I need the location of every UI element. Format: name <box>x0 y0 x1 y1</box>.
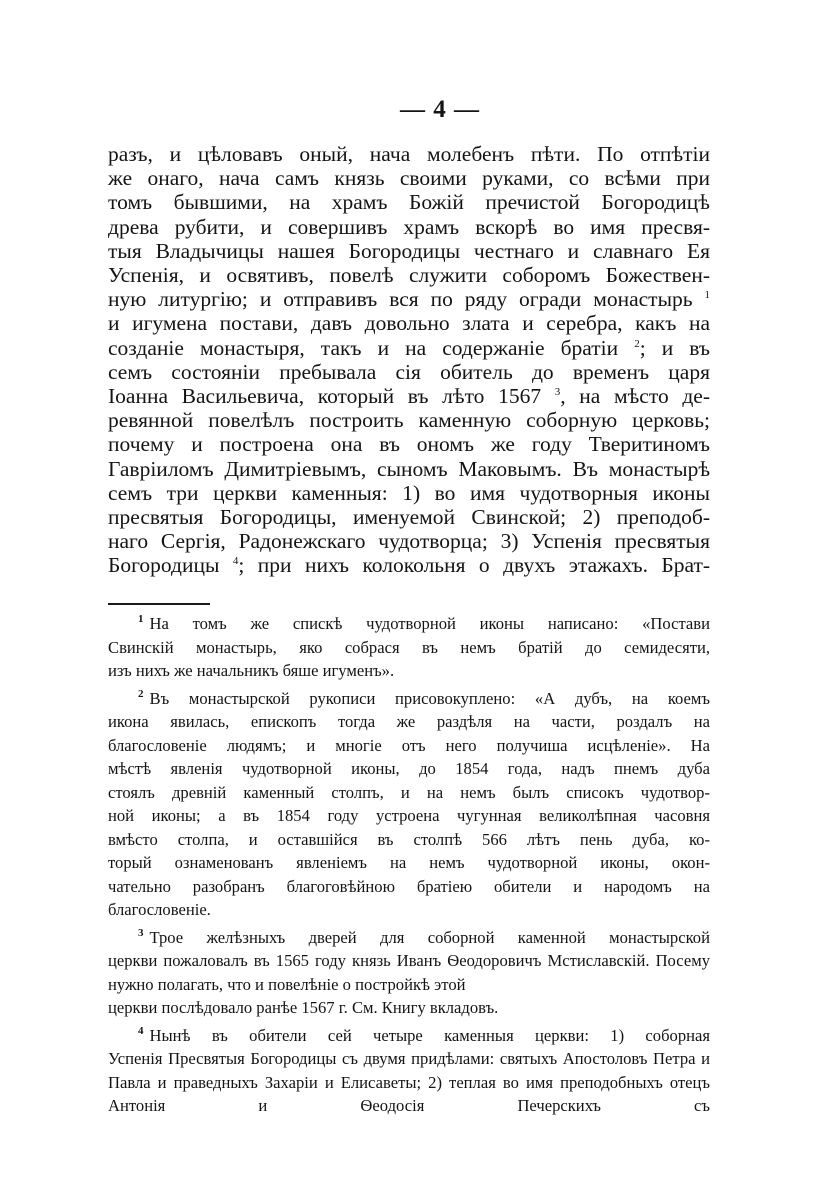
text-line: пресвятыя Богородицы, именуемой Свинской; 2) преподоб- <box>108 505 710 530</box>
text-segment: ную литургію; и отправивъ вся по ряду огради монастырь <box>108 287 693 312</box>
text-line: же онаго, нача самъ князь своими руками, со всѣми при <box>108 166 710 191</box>
text-line: Гавріиломъ Димитріевымъ, сыномъ Маковымъ. Въ монастырѣ <box>108 456 710 481</box>
text-segment: , на мѣсто де- <box>560 384 710 409</box>
footnote-marker: 4 <box>138 1024 144 1037</box>
text-line: почему и построена она въ ономъ же году Тверитиномъ <box>108 432 710 457</box>
text-line: и игумена постави, давъ довольно злата и серебра, какъ на <box>108 311 710 336</box>
text-line: семъ три церкви каменныя: 1) во имя чудотворныя иконы <box>108 480 710 505</box>
footnote-line <box>108 1024 710 1048</box>
footnote-line: торый ознаменованъ явленіемъ на немъ чудотворной иконы, окон- <box>108 853 710 872</box>
footnote-marker: 1 <box>138 613 144 626</box>
footnote <box>108 687 710 922</box>
footnote-line: церкви пожаловалъ въ 1565 году князь Иванъ Ѳеодоровичъ Мстиславскій. Посему нужно полагать, что и повелѣніе о постройкѣ этой <box>108 951 710 994</box>
text-line <box>108 336 710 360</box>
footnote-ref[interactable]: 4 <box>232 555 239 568</box>
footnotes <box>108 612 710 1122</box>
text-line <box>108 287 710 311</box>
footnote-line: благословеніе людямъ; и многіе отъ него получиша исцѣленіе». На <box>108 735 710 755</box>
text-segment: при нихъ колокольня о двухъ этажахъ. Брат- <box>257 553 711 578</box>
footnote-line: церкви послѣдовало ранѣе 1567 г. См. Книгу вкладовъ. <box>108 998 499 1017</box>
footnote-ref[interactable]: 3 <box>554 385 561 398</box>
footnote-marker: 3 <box>138 926 144 939</box>
footnote-ref[interactable]: 1 <box>704 289 710 302</box>
text-line: разъ, и цѣловавъ оный, нача молебенъ пѣти. По отпѣтіи <box>108 142 710 166</box>
text-segment: Нынѣ въ обители сей четыре каменныя церкви: 1) соборная <box>149 1025 710 1045</box>
text-segment: Въ монастырской рукописи присовокуплено: «А дубъ, на коемъ <box>149 688 710 708</box>
footnote-line: изъ нихъ же начальникъ бяше игуменъ». <box>108 661 395 680</box>
text-segment: ; <box>238 553 245 578</box>
text-line: древа рубити, и совершивъ храмъ вскорѣ во имя пресвя- <box>108 214 710 239</box>
footnote-line <box>108 687 710 711</box>
footnote <box>108 1024 710 1118</box>
footnote-line: икона явилась, епископъ тогда же раздѣля на части, роздалъ на <box>108 712 710 731</box>
text-line: Успенія, и освятивъ, повелѣ служити соборомъ Божествен- <box>108 263 710 288</box>
footnote-line: Свинскій монастырь, яко собрася въ немъ братій до семидесяти, <box>108 637 710 657</box>
footnote-line: Успенія Пресвятыя Богородицы съ двумя придѣлами: святыхъ Апостоловъ Петра и Павла и праведныхъ Захаріи и Елисаветы; 2) теплая во имя преподобныхъ отецъ Антонія и Ѳеодосія Печерскихъ съ <box>108 1049 710 1115</box>
text-segment: Іоанна Васильевича, который въ лѣто 1567 <box>108 384 542 409</box>
footnote-divider <box>108 603 210 605</box>
text-line <box>108 553 710 577</box>
text-line: семъ состояніи пребывала сія обитель до временъ царя <box>108 359 710 384</box>
text-segment: созданіе монастыря, такъ и на содержаніе братіи <box>108 335 619 360</box>
text-segment: ; и въ <box>639 335 710 360</box>
footnote-line <box>108 612 710 636</box>
main-text <box>108 142 710 578</box>
text-segment: Богородицы <box>108 553 220 578</box>
page-number: — 4 — <box>400 96 480 123</box>
footnote <box>108 612 710 683</box>
text-line: наго Сергія, Радонежскаго чудотворца; 3) Успенія пресвятыя <box>108 529 710 554</box>
footnote-line: стоялъ древній каменный столпъ, и на немъ былъ списокъ чудотвор- <box>108 782 710 802</box>
footnote-marker: 2 <box>138 687 144 700</box>
text-segment: На томъ же спискѣ чудотворной иконы написано: «Постави <box>149 614 710 633</box>
footnote <box>108 926 710 1020</box>
text-line: тыя Владычицы нашея Богородицы честнаго и славнаго Ея <box>108 238 710 263</box>
footnote-line: мѣстѣ явленія чудотворной иконы, до 1854 года, надъ пнемъ дуба <box>108 759 710 778</box>
footnote-ref[interactable]: 2 <box>634 337 640 350</box>
text-line: ревянной повелѣлъ построить каменную соборную церковь; <box>108 408 710 433</box>
footnote-line: вмѣсто столпа, и оставшійся въ столпѣ 566 лѣтъ пень дуба, ко- <box>108 829 710 849</box>
text-line: томъ бывшими, на храмъ Божій пречистой Богородицѣ <box>108 190 710 215</box>
text-segment: Трое желѣзныхъ дверей для соборной каменной монастырской <box>149 927 710 947</box>
footnote-line: ной иконы; а въ 1854 году устроена чугунная великолѣпная часовня <box>108 806 710 825</box>
footnote-line: чательно разобранъ благоговѣйною братіею обители и народомъ на <box>108 876 710 896</box>
footnote-line <box>108 926 710 950</box>
footnote-line: благословеніе. <box>108 900 211 919</box>
text-line <box>108 384 710 408</box>
